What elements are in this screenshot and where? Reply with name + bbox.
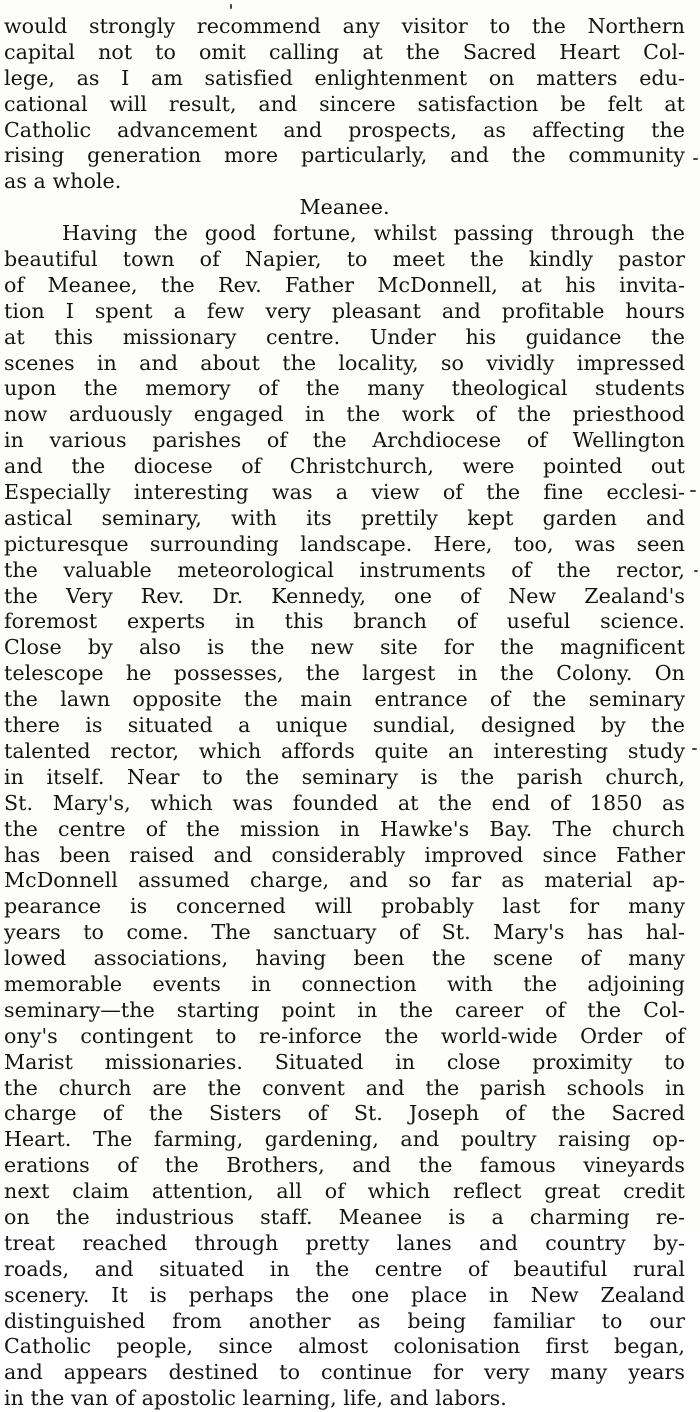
- text-line: of Meanee, the Rev. Father McDonnell, at his invita-: [4, 272, 685, 297]
- text-line: and the diocese of Christchurch, were pointed out: [4, 454, 685, 479]
- text-line: scenes in and about the locality, so vividly impressed: [4, 350, 685, 375]
- text-line: Especially interesting was a view of the fine ecclesi-: [4, 480, 685, 505]
- text-line: has been raised and considerably improved since Father: [4, 842, 685, 867]
- text-line: the church are the convent and the parish schools in: [4, 1075, 685, 1100]
- text-line: telescope he possesses, the largest in the Colony. On: [4, 661, 685, 686]
- scan-speck: [690, 490, 696, 492]
- text-line: Heart. The farming, gardening, and poultry raising op-: [4, 1127, 685, 1152]
- text-line: Marist missionaries. Situated in close proximity to: [4, 1049, 685, 1074]
- text-line: in the van of apostolic learning, life, and labors.: [4, 1386, 507, 1411]
- text-line: treat reached through pretty lanes and country by-: [4, 1230, 685, 1255]
- text-line: years to come. The sanctuary of St. Mary's has hal-: [4, 920, 685, 945]
- section-heading: Meanee.: [299, 195, 390, 220]
- text-line: upon the memory of the many theological students: [4, 376, 685, 401]
- scan-speck: [230, 4, 232, 9]
- text-line: lowed associations, having been the scene of many: [4, 946, 685, 971]
- text-line: next claim attention, all of which reflect great credit: [4, 1179, 685, 1204]
- text-line: St. Mary's, which was founded at the end of 1850 as: [4, 790, 685, 815]
- text-line: as a whole.: [4, 169, 122, 194]
- text-line: Close by also is the new site for the magnificent: [4, 635, 685, 660]
- text-line: seminary—the starting point in the career of the Col-: [4, 997, 685, 1022]
- text-line: the centre of the mission in Hawke's Bay. The church: [4, 816, 685, 841]
- text-line: on the industrious staff. Meanee is a charming re-: [4, 1204, 685, 1229]
- text-line: ony's contingent to re-inforce the world-wide Order of: [4, 1023, 685, 1048]
- text-line: now arduously engaged in the work of the priesthood: [4, 402, 685, 427]
- text-line: Catholic advancement and prospects, as affecting the: [4, 117, 685, 142]
- text-line: rising generation more particularly, and the community: [4, 143, 685, 168]
- text-line: picturesque surrounding landscape. Here, too, was seen: [4, 531, 685, 556]
- text-line: the Very Rev. Dr. Kennedy, one of New Zealand's: [4, 583, 685, 608]
- text-line: foremost experts in this branch of useful science.: [4, 609, 685, 634]
- text-line: would strongly recommend any visitor to the Northern: [4, 14, 685, 38]
- text-line: tion I spent a few very pleasant and profitable hours: [4, 298, 685, 323]
- scan-speck: [694, 570, 698, 572]
- text-line: Having the good fortune, whilst passing through the: [62, 221, 685, 246]
- text-line: capital not to omit calling at the Sacred Heart Col-: [4, 39, 685, 64]
- scan-speck: [693, 158, 698, 160]
- intro-paragraph: [4, 14, 685, 195]
- text-line: the lawn opposite the main entrance of the seminary: [4, 687, 685, 712]
- article-column: [4, 14, 685, 1412]
- text-line: in various parishes of the Archdiocese of Wellington: [4, 428, 685, 453]
- body-paragraph: [4, 221, 685, 1412]
- text-line: in itself. Near to the seminary is the parish church,: [4, 764, 685, 789]
- text-line: pearance is concerned will probably last for many: [4, 894, 685, 919]
- text-line: at this missionary centre. Under his guidance the: [4, 324, 685, 349]
- text-line: and appears destined to continue for very many years: [4, 1360, 685, 1385]
- text-line: memorable events in connection with the adjoining: [4, 971, 685, 996]
- text-line: roads, and situated in the centre of beautiful rural: [4, 1256, 685, 1281]
- text-line: lege, as I am satisfied enlightenment on matters edu-: [4, 65, 685, 90]
- text-line: McDonnell assumed charge, and so far as material ap-: [4, 868, 685, 893]
- text-line: erations of the Brothers, and the famous vineyards: [4, 1153, 685, 1178]
- text-line: Catholic people, since almost colonisation first began,: [4, 1334, 685, 1359]
- text-line: scenery. It is perhaps the one place in New Zealand: [4, 1282, 685, 1307]
- text-line: beautiful town of Napier, to meet the kindly pastor: [4, 247, 685, 272]
- scan-speck: [692, 748, 697, 750]
- text-line: talented rector, which affords quite an interesting study: [4, 738, 685, 763]
- text-line: astical seminary, with its prettily kept garden and: [4, 505, 685, 530]
- text-line: cational will result, and sincere satisfaction be felt at: [4, 91, 685, 116]
- text-line: the valuable meteorological instruments of the rector,: [4, 557, 685, 582]
- text-line: there is situated a unique sundial, designed by the: [4, 713, 685, 738]
- text-line: distinguished from another as being familiar to our: [4, 1308, 685, 1333]
- text-line: charge of the Sisters of St. Joseph of the Sacred: [4, 1101, 685, 1126]
